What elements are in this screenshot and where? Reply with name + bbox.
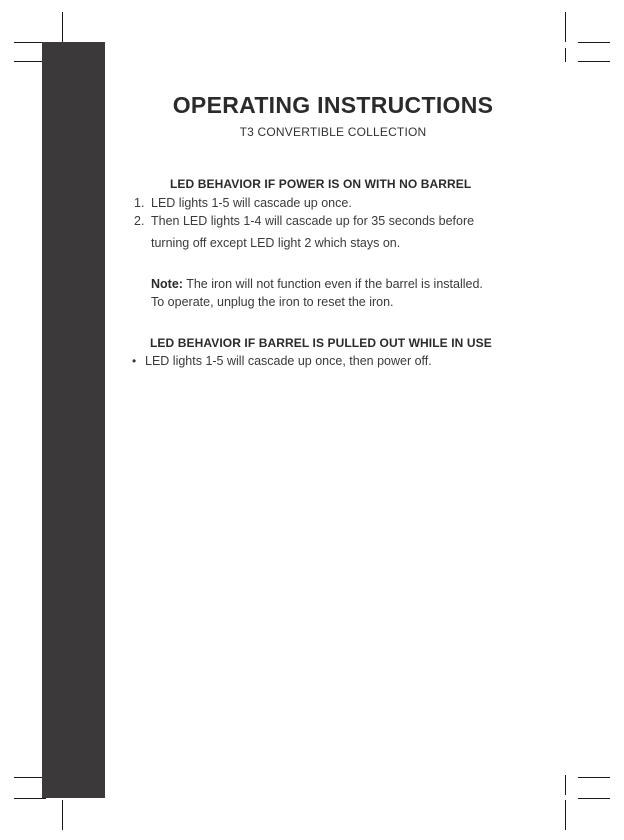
note-label: Note: xyxy=(151,277,183,291)
section-heading-barrel-pulled: LED BEHAVIOR IF BARREL IS PULLED OUT WHILE IN USE xyxy=(150,336,492,350)
list-item-text: Then LED lights 1-4 will cascade up for 35 seconds before xyxy=(151,214,475,228)
page-title: OPERATING INSTRUCTIONS xyxy=(172,92,494,118)
page-side-bar xyxy=(42,42,105,798)
crop-mark xyxy=(62,12,63,42)
crop-mark xyxy=(578,42,610,43)
crop-mark xyxy=(565,775,566,795)
list-item-number: 1. xyxy=(134,196,145,210)
crop-mark xyxy=(578,61,610,62)
crop-mark xyxy=(62,800,63,830)
note-line xyxy=(151,277,483,291)
crop-mark xyxy=(578,798,610,799)
list-item-text: LED lights 1-5 will cascade up once. xyxy=(151,196,352,210)
note-line: To operate, unplug the iron to reset the iron. xyxy=(151,295,394,309)
list-item-text: turning off except LED light 2 which stays on. xyxy=(151,236,401,250)
crop-mark xyxy=(565,12,566,42)
crop-mark xyxy=(565,48,566,62)
section-heading-no-barrel: LED BEHAVIOR IF POWER IS ON WITH NO BARREL xyxy=(170,177,472,191)
crop-mark xyxy=(578,777,610,778)
page-subtitle: T3 CONVERTIBLE COLLECTION xyxy=(239,125,427,139)
note-text: The iron will not function even if the barrel is installed. xyxy=(182,277,483,291)
crop-mark xyxy=(14,798,46,799)
list-item-number: 2. xyxy=(134,214,145,228)
crop-mark xyxy=(565,800,566,830)
bullet-icon: • xyxy=(132,354,137,368)
list-item-text: LED lights 1-5 will cascade up once, then power off. xyxy=(145,354,432,368)
